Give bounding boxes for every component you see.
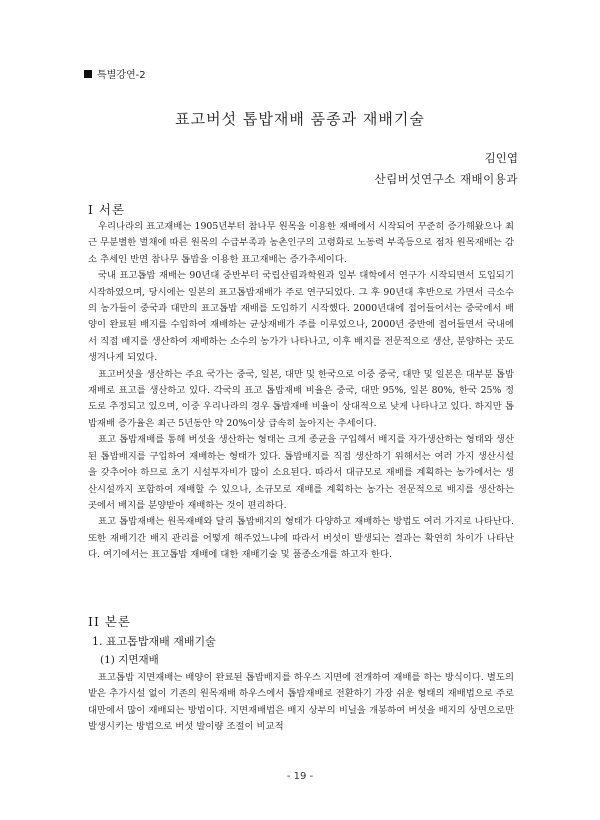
series-label-text: 특별강연-2: [97, 70, 146, 81]
document-title: 표고버섯 톱밥재배 품종과 재배기술: [175, 110, 425, 128]
paragraph: 표고 톱밥재배는 원목재배와 달리 톱밥배지의 형태가 다양하고 재배하는 방법도 여러 가지로 나타난다. 또한 재배기간 배지 관리를 어떻게 해주었느냐에 따라서 버섯이 발생되는 결과는 확연히 차이가 나타난다. 여기에서는 표고톱밥 재배에 대한 재배기술 및 품종소개를 하고자 한다.: [88, 516, 514, 561]
page-number: - 19 -: [286, 771, 314, 782]
paragraph: 표고버섯을 생산하는 주요 국가는 중국, 일본, 대만 및 한국으로 이중 중국, 대만 및 일본은 대부분 톱밥재배로 표고를 생산하고 있다. 각국의 표고 톱밥재배 비율은 중국, 대만 95%, 일본 80%, 한국 25% 정도로 추정되고 있으며, 이중 우리나라의 경우 톱밥재배 비율이 상대적으로 낮게 나타나고 있다. 하지만 톱밥재배 증가율은 최근 5년동안 약 20%이상 급속히 높아지는 추세이다.: [88, 368, 514, 429]
author-affiliation: 산림버섯연구소 재배이용과: [374, 172, 518, 186]
section-heading-introduction: I 서론: [88, 202, 126, 217]
paragraph: 우리나라의 표고재배는 1905년부터 참나무 원목을 이용한 재배에서 시작되어 꾸준히 증가해왔으나 최근 무분별한 벌채에 따른 원목의 수급부족과 농촌인구의 고령화로 노동력 부족등으로 점차 원목재배는 감소 추세인 반면 참나무 톱밥을 이용한 표고재배는 증가추세이다.: [88, 221, 514, 265]
paragraph: 국내 표고톱밥 재배는 90년대 중반부터 국립산림과학원과 일부 대학에서 연구가 시작되면서 도입되기 시작하였으며, 당시에는 일본의 표고톱밥재배가 주로 연구되었다. 그 후 90년대 후반으로 가면서 극소수의 농가들이 중국과 대만의 표고톱밥 재배를 도입하기 시작했다. 2000년대에 접어들어서는 중국에서 배양이 완료된 배지를 수입하여 재배하는 균상재배가 주를 이루었으나, 2000년 중반에 접어들면서 국내에서 직접 배지를 생산하여 재배하는 소수의 농가가 나타나고, 이후 배지를 전문적으로 생산, 분양하는 곳도 생겨나게 되었다.: [88, 270, 514, 364]
subsection-heading: 1. 표고톱밥재배 재배기술: [92, 635, 216, 648]
introduction-body: [88, 219, 514, 564]
series-label: [84, 66, 146, 81]
subsubsection-heading: (1) 지면재배: [100, 654, 159, 666]
author-name: 김인엽: [484, 151, 518, 165]
section-heading-main: II 본론: [88, 614, 131, 629]
paragraph: 표고 톱밥재배를 통해 버섯을 생산하는 형태는 크게 종균을 구입해서 배지를 자가생산하는 형태와 생산된 톱밥배지를 구입하여 재배하는 형태가 있다. 톱밥배지를 직접 생산하기 위해서는 여러 가지 생산시설을 갖추어야 하므로 초기 시설투자비가 많이 소요된다. 따라서 대규모로 재배를 계획하는 농가에서는 생산시설까지 포함하여 재배할 수 있으나, 소규모로 재배를 계획하는 농가는 전문적으로 배지를 생산하는 곳에서 배지를 분양받아 재배하는 것이 편리하다.: [88, 434, 514, 511]
main-body: [88, 670, 514, 736]
paragraph: 표고톱밥 지면재배는 배양이 완료된 톱밥배지를 하우스 지면에 전개하여 재배를 하는 방식이다. 별도의 밭은 추가시설 없이 기존의 원목재배 하우스에서 톱밥재배로 전환하기 가장 쉬운 형태의 재배법으로 주로 대만에서 많이 재배되는 방법이다. 지면재배법은 배지 상부의 비닐을 개봉하여 버섯을 배지의 상면으로만 발생시키는 방법으로 버섯 발이량 조절이 비교적: [88, 672, 514, 733]
square-bullet-icon: [84, 70, 92, 78]
